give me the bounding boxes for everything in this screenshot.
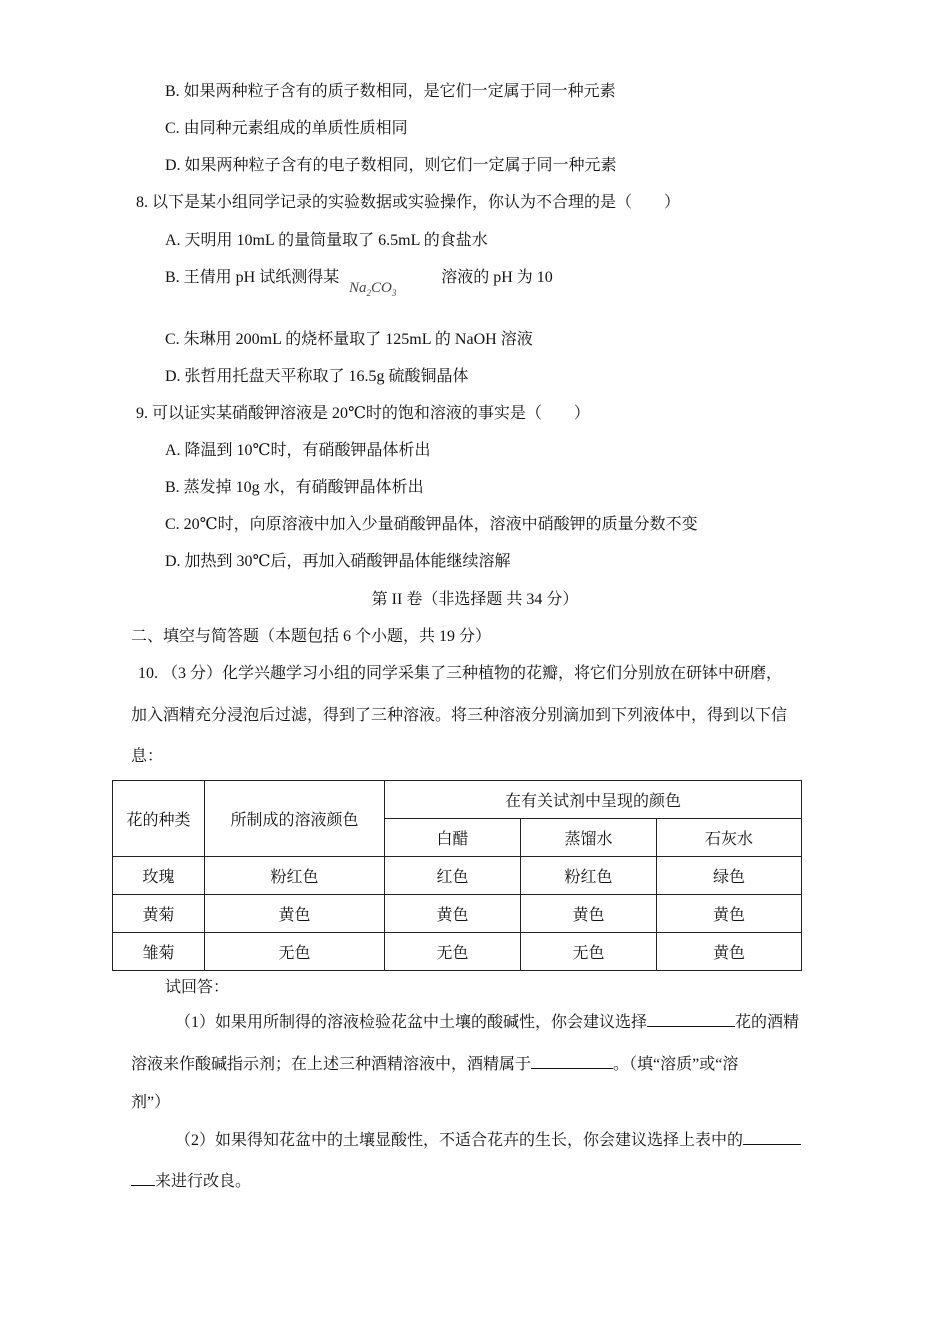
cell-color: 粉红色 xyxy=(205,857,385,895)
cell-color: 无色 xyxy=(205,933,385,971)
answer-blank-reagent-a[interactable] xyxy=(743,1128,801,1145)
cell-vinegar: 无色 xyxy=(385,933,521,971)
sub-question-1-line-2 xyxy=(131,1052,738,1075)
q7-option-b: B. 如果两种粒子含有的质子数相同，是它们一定属于同一种元素 xyxy=(165,83,616,100)
q8-option-b-prefix: B. 王倩用 pH 试纸测得某 xyxy=(165,269,340,286)
q9-option-c: C. 20℃时，向原溶液中加入少量硝酸钾晶体，溶液中硝酸钾的质量分数不变 xyxy=(165,516,698,533)
cell-vinegar: 红色 xyxy=(385,857,521,895)
formula-sub-2: 2 xyxy=(366,288,372,298)
cell-limewater: 绿色 xyxy=(657,857,802,895)
cell-flower: 黄菊 xyxy=(113,895,205,933)
cell-flower: 雏菊 xyxy=(113,933,205,971)
q8-option-c: C. 朱琳用 200mL 的烧杯量取了 125mL 的 NaOH 溶液 xyxy=(165,331,533,348)
q7-option-c: C. 由同种元素组成的单质性质相同 xyxy=(165,120,408,137)
sub-question-1-text-a: （1）如果用所制得的溶液检验花盆中土壤的酸碱性，你会建议选择 xyxy=(175,1014,648,1031)
sub-question-1-line-3: 剂”） xyxy=(131,1094,171,1111)
flower-indicator-table xyxy=(112,780,802,971)
answer-prompt: 试回答： xyxy=(165,979,230,996)
formula-na: Na xyxy=(349,280,367,296)
formula-co: CO xyxy=(371,280,392,296)
q9-stem: 9. 可以证实某硝酸钾溶液是 20℃时的饱和溶液的事实是（ ） xyxy=(136,405,590,422)
table-row xyxy=(113,857,802,895)
sub-question-2-text-b: 来进行改良。 xyxy=(155,1173,252,1190)
table-row xyxy=(113,933,802,971)
q9-option-b: B. 蒸发掉 10g 水，有硝酸钾晶体析出 xyxy=(165,479,424,496)
cell-limewater: 黄色 xyxy=(657,933,802,971)
header-reagent-color: 在有关试剂中呈现的颜色 xyxy=(385,781,802,819)
q8-option-a: A. 天明用 10mL 的量筒量取了 6.5mL 的食盐水 xyxy=(165,232,488,249)
section-title: 第 II 卷（非选择题 共 34 分） xyxy=(371,591,579,608)
cell-flower: 玫瑰 xyxy=(113,857,205,895)
section-heading: 二、填空与简答题（本题包括 6 个小题，共 19 分） xyxy=(131,628,492,645)
answer-blank-flower[interactable] xyxy=(647,1010,735,1027)
header-flower-type: 花的种类 xyxy=(113,781,205,857)
cell-vinegar: 黄色 xyxy=(385,895,521,933)
q8-stem: 8. 以下是某小组同学记录的实验数据或实验操作，你认为不合理的是（ ） xyxy=(136,194,681,211)
sub-question-2-line-2 xyxy=(131,1169,251,1192)
header-solution-color: 所制成的溶液颜色 xyxy=(205,781,385,857)
header-limewater: 石灰水 xyxy=(657,819,802,857)
cell-color: 黄色 xyxy=(205,895,385,933)
table-row xyxy=(113,895,802,933)
q10-line-3: 息： xyxy=(131,748,164,765)
answer-blank-alcohol-role[interactable] xyxy=(531,1052,613,1069)
cell-water: 粉红色 xyxy=(521,857,657,895)
cell-water: 无色 xyxy=(521,933,657,971)
sub-question-1-text-b: 花的酒精 xyxy=(735,1014,800,1031)
q10-line-1: 10. （3 分）化学兴趣学习小组的同学采集了三种植物的花瓣，将它们分别放在研钵中研磨， xyxy=(138,665,783,682)
sub-question-1-line-1 xyxy=(175,1010,799,1033)
header-distilled-water: 蒸馏水 xyxy=(521,819,657,857)
sub-question-2-line-1 xyxy=(175,1128,801,1151)
sub-question-2-text-a: （2）如果得知花盆中的土壤显酸性，不适合花卉的生长，你会建议选择上表中的 xyxy=(175,1132,744,1149)
q8-option-d: D. 张哲用托盘天平称取了 16.5g 硫酸铜晶体 xyxy=(165,368,469,385)
sub-question-1-text-c: 溶液来作酸碱指示剂；在上述三种酒精溶液中，酒精属于 xyxy=(131,1056,532,1073)
answer-blank-reagent-b[interactable] xyxy=(131,1169,155,1186)
formula-sub-3: 3 xyxy=(391,288,397,298)
cell-water: 黄色 xyxy=(521,895,657,933)
cell-limewater: 黄色 xyxy=(657,895,802,933)
q7-option-d: D. 如果两种粒子含有的电子数相同，则它们一定属于同一种元素 xyxy=(165,157,617,174)
q10-line-2: 加入酒精充分浸泡后过滤，得到了三种溶液。将三种溶液分别滴加到下列液体中，得到以下信 xyxy=(131,707,788,724)
sub-question-1-text-d: 。（填“溶质”或“溶 xyxy=(613,1056,739,1073)
q9-option-d: D. 加热到 30℃后，再加入硝酸钾晶体能继续溶解 xyxy=(165,553,511,570)
q8-option-b-suffix: 溶液的 pH 为 10 xyxy=(441,269,553,286)
sodium-carbonate-formula xyxy=(349,280,396,298)
header-vinegar: 白醋 xyxy=(385,819,521,857)
q9-option-a: A. 降温到 10℃时，有硝酸钾晶体析出 xyxy=(165,442,431,459)
